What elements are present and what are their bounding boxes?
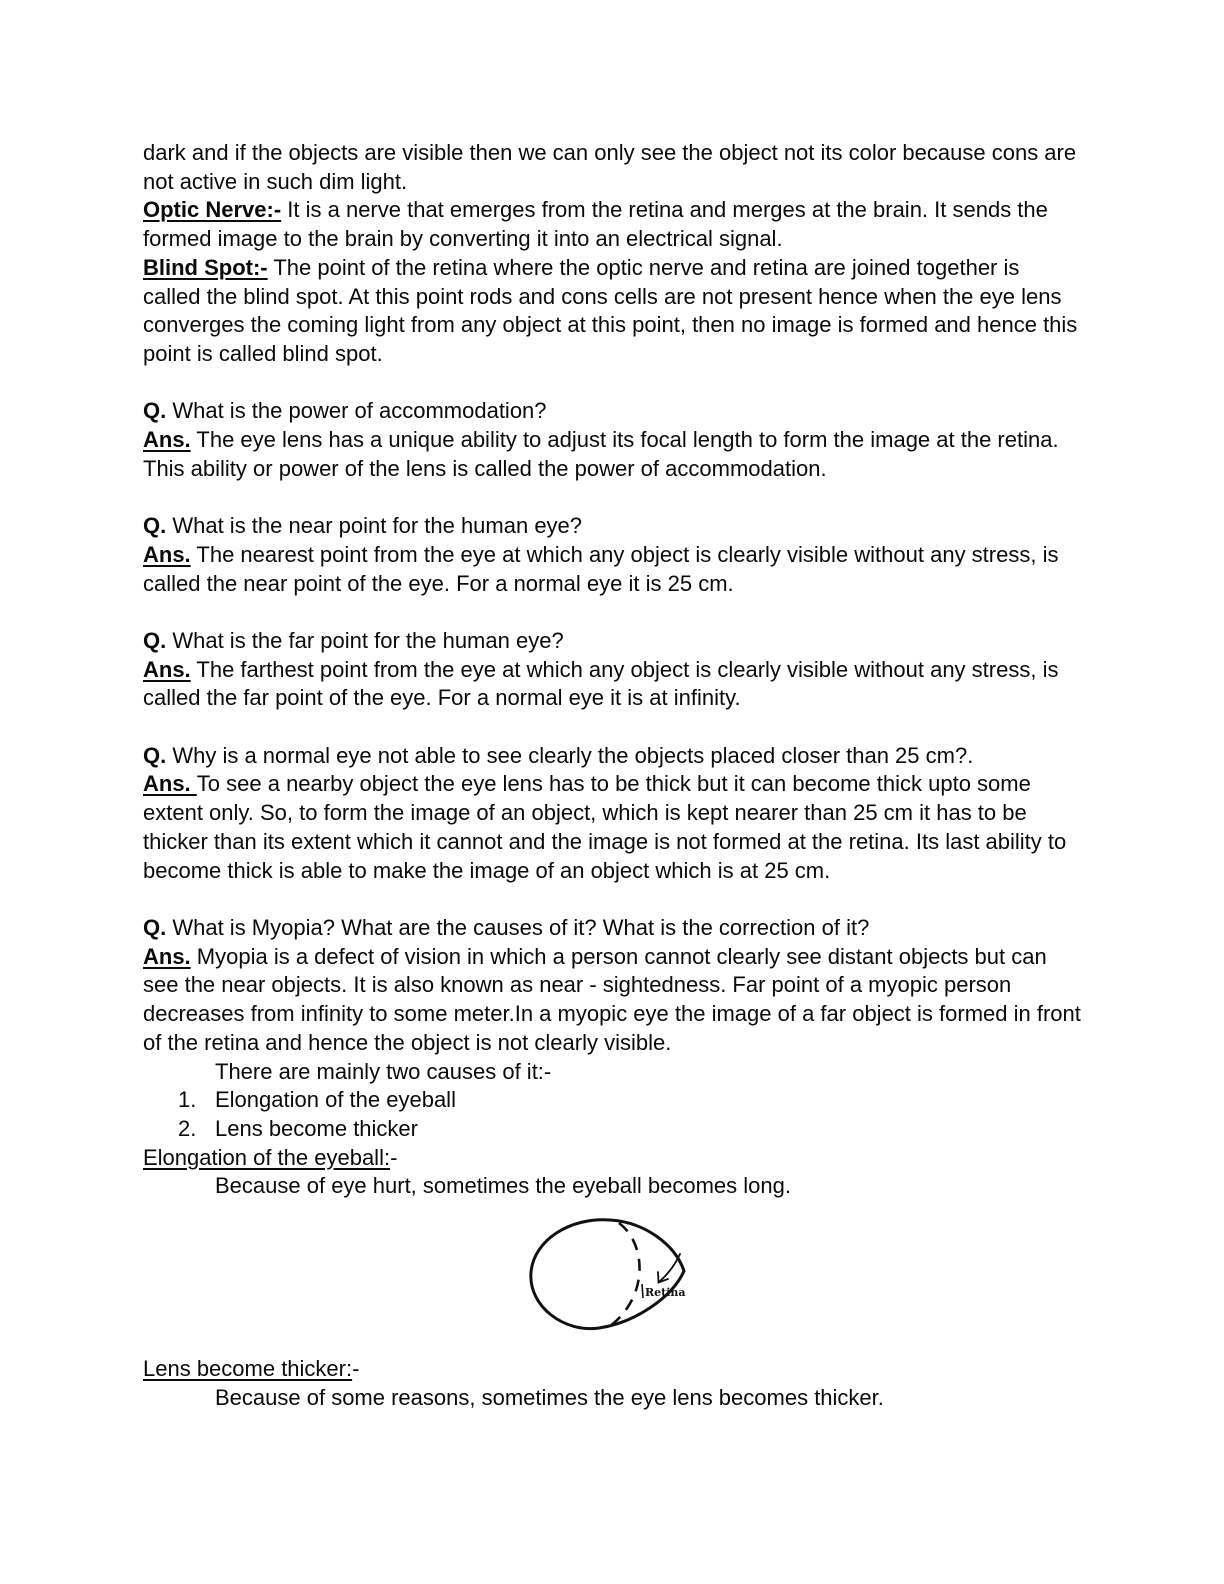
text-run: Optic Nerve:- xyxy=(143,197,282,223)
elongation-explanation xyxy=(143,1172,1082,1201)
question-myopia xyxy=(143,914,1082,943)
text-run: What is the near point for the human eye? xyxy=(166,513,583,539)
text-run: Ans. xyxy=(143,656,191,682)
text-run: Myopia is a defect of vision in which a person cannot clearly see distant objects but can see the near objects. It is also known as near - sightedness. Far point of a myopic person decreases from infinity to some meter.In a myopic eye the image of a far object is formed in front of the retina and hence the object is not clearly visible. xyxy=(143,943,1081,1055)
text-run: Ans. xyxy=(143,771,197,797)
text-run: The point of the retina where the optic nerve and retina are joined together is called the blind spot. At this point rods and cons cells are not present hence when the eye lens converges the coming light from any object at this point, then no image is formed and hence this point is called blind spot. xyxy=(143,254,1078,366)
question-power-of-accommodation xyxy=(143,397,1082,426)
paragraph-dark-vision xyxy=(143,139,1082,196)
list-number: 1. xyxy=(178,1087,197,1113)
answer-near-point xyxy=(143,541,1082,598)
text-run: Q. xyxy=(143,398,167,424)
blank-line xyxy=(143,483,1082,512)
text-run: The farthest point from the eye at which any object is clearly visible without any stress, is called the far point of the eye. For a normal eye it is at infinity. xyxy=(143,656,1059,711)
text-run: Ans. xyxy=(143,943,191,969)
text-run: To see a nearby object the eye lens has to be thick but it can become thick upto some extent only. So, to form the image of an object, which is kept nearer than 25 cm it has to be thicker than its extent which it cannot and the image is not formed at the retina. Its last ability to become thick is able to make the image of an object which is at 25 cm. xyxy=(143,771,1067,883)
text-run: What is Myopia? What are the causes of it? What is the correction of it? xyxy=(166,914,870,940)
paragraph-blind-spot xyxy=(143,254,1082,369)
text-run: Lens become thicker xyxy=(215,1115,418,1141)
paragraph-optic-nerve xyxy=(143,196,1082,253)
blank-line xyxy=(143,885,1082,914)
answer-myopia xyxy=(143,943,1082,1058)
blank-line xyxy=(143,369,1082,398)
myopia-cause-2 xyxy=(178,1115,1082,1144)
eyeball-outline xyxy=(530,1220,683,1329)
blank-line xyxy=(143,598,1082,627)
text-run: Q. xyxy=(143,914,167,940)
document-body xyxy=(143,139,1082,1412)
question-closer-than-25cm xyxy=(143,742,1082,771)
heading-elongation-of-eyeball xyxy=(143,1144,1082,1173)
answer-closer-than-25cm xyxy=(143,770,1082,885)
text-run: It is a nerve that emerges from the retina and merges at the brain. It sends the formed image to the brain by converting it into an electrical signal. xyxy=(143,197,1048,252)
text-run: Q. xyxy=(143,627,167,653)
normal-retina-dashed-arc xyxy=(609,1223,640,1327)
question-far-point xyxy=(143,627,1082,656)
text-run: Q. xyxy=(143,513,167,539)
text-run: There are mainly two causes of it:- xyxy=(215,1058,552,1084)
myopia-cause-1 xyxy=(178,1086,1082,1115)
answer-far-point xyxy=(143,656,1082,713)
text-run: - xyxy=(352,1356,360,1382)
text-run: Because of some reasons, sometimes the eye lens becomes thicker. xyxy=(215,1384,884,1410)
answer-power-of-accommodation xyxy=(143,426,1082,483)
lens-thicker-explanation xyxy=(143,1384,1082,1413)
question-near-point xyxy=(143,512,1082,541)
retina-label-tick xyxy=(642,1284,643,1298)
text-run: Blind Spot:- xyxy=(143,254,268,280)
text-run: Ans. xyxy=(143,427,191,453)
text-run: Because of eye hurt, sometimes the eyeball becomes long. xyxy=(215,1173,791,1199)
heading-lens-become-thicker xyxy=(143,1355,1082,1384)
text-run: What is the far point for the human eye? xyxy=(166,627,564,653)
list-number: 2. xyxy=(178,1115,197,1141)
text-run: Why is a normal eye not able to see clearly the objects placed closer than 25 cm?. xyxy=(166,742,974,768)
text-run: Elongation of the eyeball: xyxy=(143,1144,391,1170)
text-run: Lens become thicker: xyxy=(143,1356,353,1382)
text-run: The nearest point from the eye at which any object is clearly visible without any stress, is called the near point of the eye. For a normal eye it is 25 cm. xyxy=(143,541,1059,596)
text-run: - xyxy=(390,1144,398,1170)
myopia-causes-intro xyxy=(143,1058,1082,1087)
elongated-eyeball-diagram xyxy=(521,1210,693,1342)
text-run: dark and if the objects are visible then we can only see the object not its color because cons are not active in such dim light. xyxy=(143,140,1077,194)
text-run: The eye lens has a unique ability to adjust its focal length to form the image at the retina. This ability or power of the lens is called the power of accommodation. xyxy=(143,427,1059,481)
text-run: Q. xyxy=(143,742,167,768)
elongated-eyeball-figure xyxy=(143,1210,1082,1342)
retina-label: Retina xyxy=(644,1286,686,1300)
blank-line xyxy=(143,713,1082,742)
text-run: What is the power of accommodation? xyxy=(166,398,547,424)
text-run: Ans. xyxy=(143,541,191,567)
text-run: Elongation of the eyeball xyxy=(215,1087,456,1113)
